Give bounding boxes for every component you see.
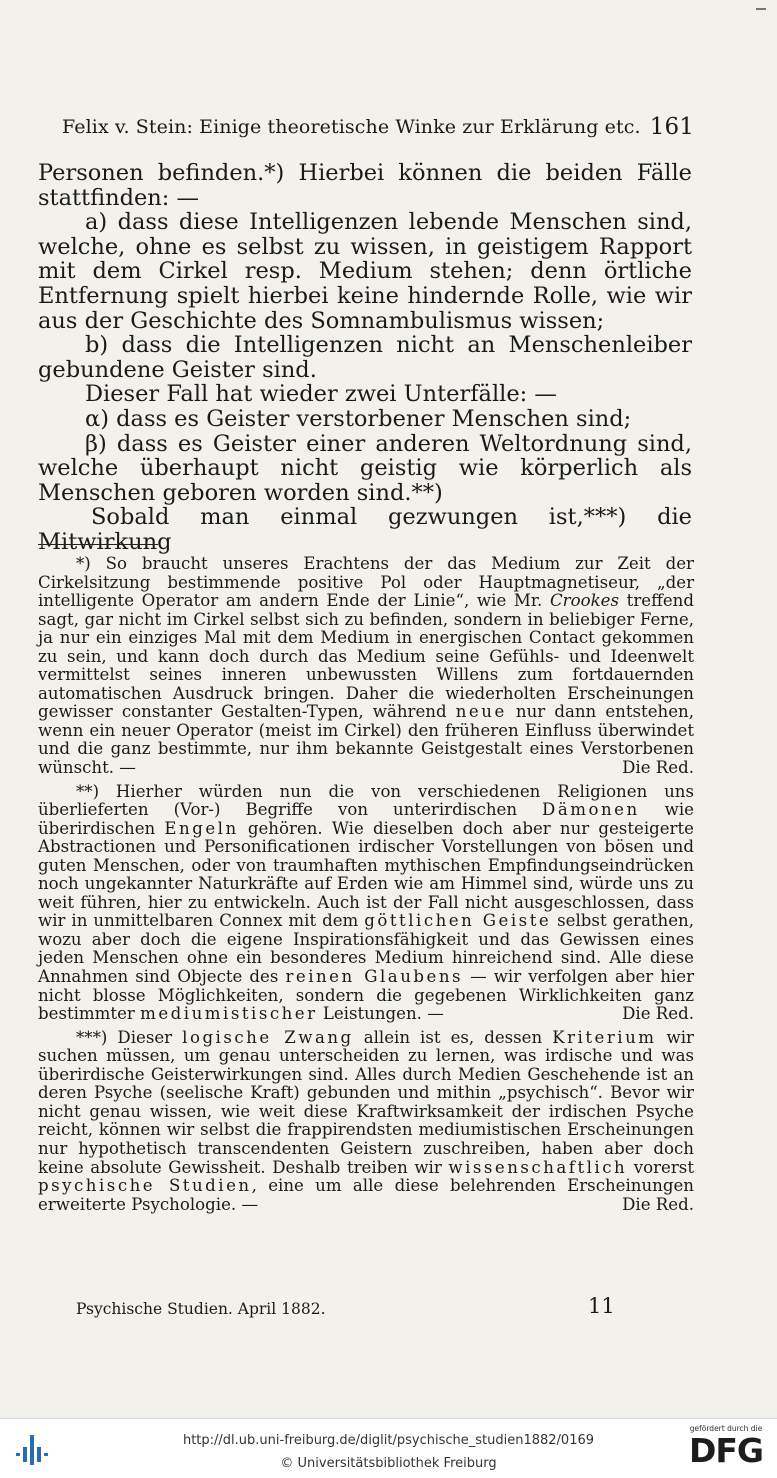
footnote-separator: [38, 544, 158, 545]
running-header: [62, 114, 702, 144]
dfg-wordmark: DFG: [688, 1431, 764, 1470]
paragraph-case-beta: β) dass es Geister einer anderen Weltordnung sind, welche überhaupt nicht geistig wie körperlich als Menschen geboren worden sind.**): [38, 430, 692, 506]
paragraph-case-a: a) dass diese Intelligenzen lebende Menschen sind, welche, ohne es selbst zu wissen, in geistigem Rapport mit dem Cirkel resp. Medium stehen; denn örtliche Entfernung spielt hierbei keine hindernde Rolle, wie wir aus der Geschichte des Somnambulismus wissen;: [38, 209, 692, 334]
footnote-1: *) So braucht unseres Erachtens der das Medium zur Zeit der Cirkelsitzung bestimmende positive Pol oder Hauptmagnetiseur, „der intelligente Operator am andern Ende der Linie“, wie Mr. Crookes treffend sagt, gar nicht im Cirkel selbst sich zu befinden, sondern in beliebiger Ferne, ja nur ein einziges Mal mit dem Medium in energischen Contact gekommen zu sein, und kann doch durch das Medium seine Gefühls- und Ideenwelt vermittelst seines inneren unbewussten Willens zum fortdauernden automatischen Ausdruck bringen. Daher die wiederholten Erscheinungen gewisser constanter Gestalten-Typen, während neue nur dann entstehen, wenn ein neuer Operator (meist im Cirkel) den früheren Einfluss überwindet und die ganz bestimmte, nur ihm bekannte Geistgestalt eines Verstorbenen wünscht. — Die Red.: [38, 554, 694, 778]
paragraph: Personen befinden.*) Hierbei können die beiden Fälle stattfinden: —: [38, 160, 692, 211]
editor-signature: Die Red.: [622, 758, 694, 778]
footnote-3: ***) Dieser logische Zwang allein ist es, dessen Kriterium wir suchen müssen, um genau unterscheiden zu lernen, was irdische und was überirdische Geisterwirkungen sind. Alles durch Medien Geschehende ist an deren Psyche (seelische Kraft) gebunden und mithin „psychisch“. Bevor wir nicht genau wissen, wie weit diese Kraftwirksamkeit der irdischen Psyche reicht, können wir selbst die frappirendsten mediumistischen Erscheinungen nur hypothetisch transcendenten Geistern zuschreiben, haben aber doch keine absolute Gewissheit. Deshalb treiben wir wissenschaftlich vorerst psychische Studien, eine um alle diese belehrenden Erscheinungen erweiterte Psychologie. — Die Red.: [38, 1027, 694, 1214]
main-text: [38, 161, 692, 555]
editor-signature: Die Red.: [622, 1004, 694, 1024]
page-number: 161: [649, 114, 694, 140]
journal-line: Psychische Studien. April 1882.: [76, 1300, 326, 1318]
footnotes: [38, 555, 694, 1214]
paragraph-case-alpha: α) dass es Geister verstorbener Menschen sind;: [85, 405, 632, 432]
viewer-bottom-bar: [0, 1418, 777, 1478]
copyright-notice: © Universitätsbibliothek Freiburg: [280, 1456, 497, 1471]
dfg-logo[interactable]: [686, 1424, 766, 1474]
editor-signature: Die Red.: [622, 1194, 694, 1214]
funded-by-label: gefördert durch die: [689, 1424, 763, 1433]
signature-mark: 11: [588, 1294, 615, 1318]
paragraph: Dieser Fall hat wieder zwei Unterfälle: —: [85, 381, 557, 408]
header-title: Felix v. Stein: Einige theoretische Winke zur Erklärung etc.: [62, 116, 641, 138]
paragraph-case-b: b) dass die Intelligenzen nicht an Menschenleiber gebundene Geister sind.: [38, 332, 692, 383]
permalink-url[interactable]: http://dl.ub.uni-freiburg.de/diglit/psychische_studien1882/0169: [182, 1433, 595, 1448]
paragraph: Sobald man einmal gezwungen ist,***) die Mitwirkung: [38, 504, 692, 555]
footnote-2: **) Hierher würden nun die von verschiedenen Religionen uns überlieferten (Vor-) Begriffe von unterirdischen Dämonen wie überirdischen Engeln gehören. Wie dieselben doch aber nur gesteigerte Abstractionen und Personificationen irdischer Vorstellungen von bösen und guten Menschen, oder von traumhaften mythischen Empfindungseindrücken noch ungekannter Naturkräfte auf Erden wie am Himmel sind, würde uns zu weit führen, hier zu entwickeln. Auch ist der Fall nicht ausgeschlossen, dass wir in unmittelbaren Connex mit dem göttlichen Geiste selbst gerathen, wozu aber doch die eigene Inspirationsfähigkeit und das Gewissen eines jeden Menschen ohne ein besonderes Medium hinreichend sind. Alle diese Annahmen sind Objecte des reinen Glaubens — wir verfolgen aber hier nicht blosse Möglichkeiten, sondern die gegebenen Wirklichkeiten ganz bestimmter mediumistischer Leistungen. — Die Red.: [38, 781, 695, 1024]
scan-edge-mark: [756, 8, 766, 10]
